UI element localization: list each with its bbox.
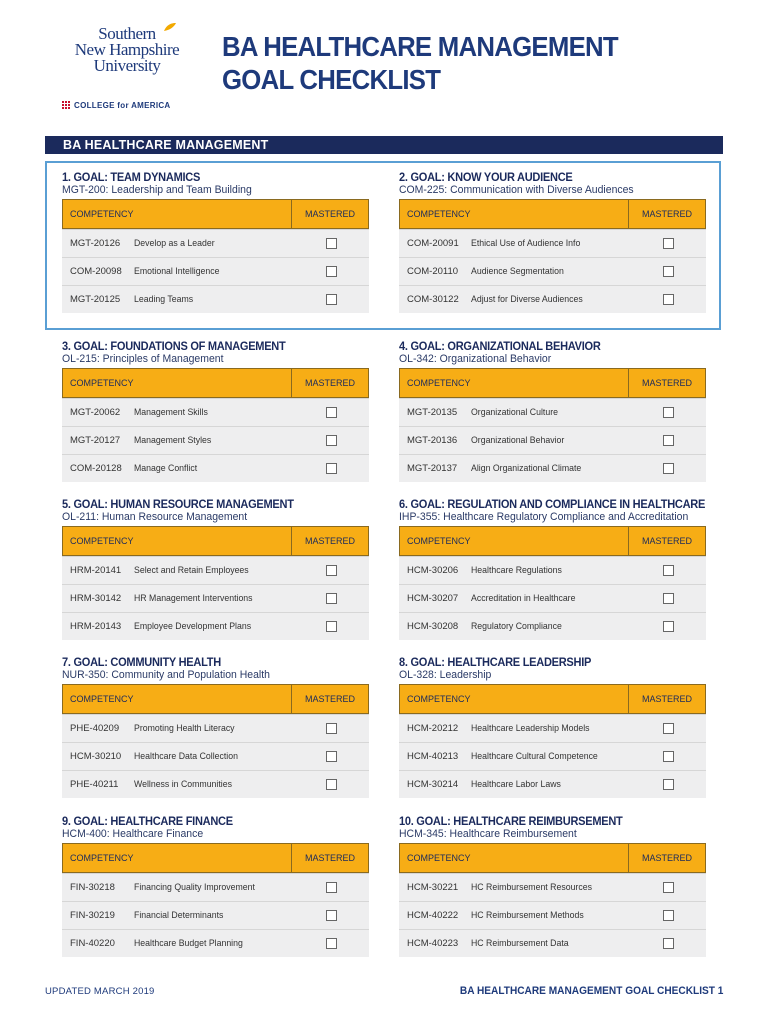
competency-name: Management Skills	[134, 407, 208, 418]
competency-code: MGT-20135	[407, 407, 458, 418]
college-for-america-logo	[62, 101, 171, 110]
table-row	[62, 901, 369, 929]
mastered-cell	[630, 751, 706, 762]
competency-code: COM-20128	[70, 463, 122, 474]
goal-block	[62, 497, 369, 632]
table-row	[62, 714, 369, 742]
competency-table	[62, 526, 369, 640]
competency-name: HR Management Interventions	[134, 593, 253, 604]
mastered-cell	[630, 407, 706, 418]
table-row	[62, 929, 369, 957]
table-row	[399, 929, 706, 957]
competency-code: COM-20098	[70, 266, 122, 277]
table-header	[399, 684, 706, 714]
competency-header: COMPETENCY	[63, 369, 292, 397]
competency-table	[399, 368, 706, 482]
table-row	[399, 873, 706, 901]
mastered-cell	[630, 565, 706, 576]
goal-title: 7. GOAL: COMMUNITY HEALTH	[62, 655, 221, 669]
mastered-checkbox[interactable]	[326, 593, 337, 604]
competency-name: Healthcare Data Collection	[134, 751, 238, 762]
mastered-cell	[293, 882, 369, 893]
mastered-header: MASTERED	[641, 209, 692, 219]
competency-code: HCM-40223	[407, 938, 459, 949]
competency-code: FIN-30218	[70, 882, 115, 893]
competency-name: Healthcare Cultural Competence	[471, 751, 598, 762]
goal-course: COM-225: Communication with Diverse Audiences	[399, 184, 634, 196]
competency-header: COMPETENCY	[63, 200, 292, 228]
mastered-cell	[630, 723, 706, 734]
goal-course: OL-342: Organizational Behavior	[399, 353, 552, 365]
table-row	[62, 426, 369, 454]
mastered-checkbox[interactable]	[326, 407, 337, 418]
mastered-checkbox[interactable]	[663, 910, 674, 921]
competency-table	[399, 526, 706, 640]
mastered-cell	[630, 621, 706, 632]
goal-course: HCM-345: Healthcare Reimbursement	[399, 828, 577, 840]
table-row	[62, 285, 369, 313]
mastered-cell	[293, 938, 369, 949]
competency-code: FIN-40220	[70, 938, 115, 949]
mastered-cell	[293, 435, 369, 446]
mastered-header: MASTERED	[641, 536, 692, 546]
competency-header: COMPETENCY	[400, 200, 629, 228]
mastered-checkbox[interactable]	[326, 294, 337, 305]
competency-name: Audience Segmentation	[471, 266, 564, 277]
competency-name: Employee Development Plans	[134, 621, 252, 632]
table-row	[399, 742, 706, 770]
mastered-header: MASTERED	[641, 378, 692, 388]
goal-block	[399, 497, 706, 632]
competency-name: HC Reimbursement Data	[471, 938, 569, 949]
mastered-header: MASTERED	[304, 209, 355, 219]
competency-code: MGT-20136	[407, 435, 458, 446]
mastered-checkbox[interactable]	[326, 882, 337, 893]
mastered-checkbox[interactable]	[663, 435, 674, 446]
competency-name: Select and Retain Employees	[134, 565, 249, 576]
table-row	[399, 612, 706, 640]
competency-code: MGT-20126	[70, 238, 121, 249]
competency-code: MGT-20127	[70, 435, 121, 446]
snhu-logo	[62, 26, 192, 74]
table-row	[62, 398, 369, 426]
goal-block	[399, 655, 706, 790]
goal-block	[62, 655, 369, 790]
mastered-checkbox[interactable]	[663, 882, 674, 893]
table-header	[62, 684, 369, 714]
table-row	[399, 285, 706, 313]
competency-header: COMPETENCY	[400, 527, 629, 555]
mastered-checkbox[interactable]	[326, 238, 337, 249]
competency-name: Wellness in Communities	[134, 779, 232, 790]
mastered-cell	[293, 621, 369, 632]
competency-header: COMPETENCY	[400, 369, 629, 397]
table-row	[399, 454, 706, 482]
footer-page-label: BA HEALTHCARE MANAGEMENT GOAL CHECKLIST 1	[459, 985, 723, 997]
mastered-checkbox[interactable]	[663, 751, 674, 762]
mastered-cell	[293, 407, 369, 418]
competency-name: Healthcare Budget Planning	[134, 938, 243, 949]
competency-table	[399, 684, 706, 798]
table-header	[399, 199, 706, 229]
mastered-checkbox[interactable]	[326, 751, 337, 762]
competency-name: HC Reimbursement Resources	[471, 882, 592, 893]
competency-code: HCM-40213	[407, 751, 459, 762]
competency-code: COM-30122	[407, 294, 459, 305]
competency-header: COMPETENCY	[63, 844, 292, 872]
competency-name: Healthcare Leadership Models	[471, 723, 590, 734]
competency-code: PHE-40211	[70, 779, 119, 790]
mastered-cell	[293, 266, 369, 277]
goal-title: 4. GOAL: ORGANIZATIONAL BEHAVIOR	[399, 339, 601, 353]
table-row	[62, 229, 369, 257]
competency-code: HCM-40222	[407, 910, 459, 921]
table-row	[62, 556, 369, 584]
table-row	[62, 612, 369, 640]
table-row	[399, 398, 706, 426]
competency-name: Develop as a Leader	[134, 238, 215, 249]
table-header	[62, 843, 369, 873]
competency-header: COMPETENCY	[63, 527, 292, 555]
mastered-cell	[630, 463, 706, 474]
mastered-checkbox[interactable]	[326, 723, 337, 734]
competency-name: Ethical Use of Audience Info	[471, 238, 581, 249]
table-header	[399, 843, 706, 873]
competency-code: HCM-30210	[70, 751, 122, 762]
competency-name: Promoting Health Literacy	[134, 723, 235, 734]
goal-block	[399, 170, 706, 305]
competency-code: MGT-20062	[70, 407, 121, 418]
competency-code: HCM-30206	[407, 565, 459, 576]
competency-code: HCM-30214	[407, 779, 459, 790]
competency-header: COMPETENCY	[63, 685, 292, 713]
table-header	[62, 199, 369, 229]
mastered-checkbox[interactable]	[663, 779, 674, 790]
goal-block	[62, 814, 369, 949]
table-row	[62, 454, 369, 482]
competency-name: Organizational Behavior	[471, 435, 565, 446]
mastered-checkbox[interactable]	[326, 565, 337, 576]
table-row	[399, 257, 706, 285]
mastered-checkbox[interactable]	[663, 238, 674, 249]
goal-course: OL-211: Human Resource Management	[62, 511, 248, 523]
mastered-header: MASTERED	[641, 853, 692, 863]
competency-code: HCM-30221	[407, 882, 459, 893]
goal-course: HCM-400: Healthcare Finance	[62, 828, 204, 840]
goal-title: 6. GOAL: REGULATION AND COMPLIANCE IN HEALTHCARE	[399, 497, 706, 511]
competency-name: Financial Determinants	[134, 910, 224, 921]
mastered-cell	[630, 882, 706, 893]
competency-name: Healthcare Labor Laws	[471, 779, 561, 790]
mastered-cell	[293, 593, 369, 604]
mastered-checkbox[interactable]	[326, 621, 337, 632]
mastered-cell	[630, 938, 706, 949]
mastered-cell	[293, 751, 369, 762]
mastered-checkbox[interactable]	[663, 266, 674, 277]
mastered-cell	[630, 910, 706, 921]
goal-title: 1. GOAL: TEAM DYNAMICS	[62, 170, 201, 184]
table-row	[399, 584, 706, 612]
competency-table	[399, 843, 706, 957]
mastered-cell	[293, 565, 369, 576]
competency-table	[62, 368, 369, 482]
competency-header: COMPETENCY	[400, 844, 629, 872]
goal-title: 9. GOAL: HEALTHCARE FINANCE	[62, 814, 233, 828]
mastered-checkbox[interactable]	[663, 621, 674, 632]
table-row	[62, 742, 369, 770]
mastered-cell	[293, 723, 369, 734]
competency-name: Manage Conflict	[134, 463, 198, 474]
goal-title: 5. GOAL: HUMAN RESOURCE MANAGEMENT	[62, 497, 294, 511]
competency-table	[62, 199, 369, 313]
goal-block	[399, 339, 706, 474]
mastered-checkbox[interactable]	[326, 779, 337, 790]
goal-course: NUR-350: Community and Population Health	[62, 669, 270, 681]
mastered-checkbox[interactable]	[663, 565, 674, 576]
table-row	[62, 584, 369, 612]
goal-course: MGT-200: Leadership and Team Building	[62, 184, 252, 196]
table-header	[62, 368, 369, 398]
mastered-cell	[630, 266, 706, 277]
mastered-cell	[630, 593, 706, 604]
goal-course: OL-215: Principles of Management	[62, 353, 224, 365]
goal-block	[399, 814, 706, 949]
competency-header: COMPETENCY	[400, 685, 629, 713]
competency-table	[399, 199, 706, 313]
mastered-checkbox[interactable]	[663, 723, 674, 734]
title-line-1: BA HEALTHCARE MANAGEMENT	[222, 31, 618, 62]
mastered-checkbox[interactable]	[663, 294, 674, 305]
table-header	[399, 526, 706, 556]
mastered-cell	[293, 463, 369, 474]
table-header	[399, 368, 706, 398]
competency-name: Align Organizational Climate	[471, 463, 582, 474]
goal-block	[62, 170, 369, 305]
goal-title: 8. GOAL: HEALTHCARE LEADERSHIP	[399, 655, 592, 669]
table-row	[62, 770, 369, 798]
competency-code: FIN-30219	[70, 910, 115, 921]
competency-code: PHE-40209	[70, 723, 120, 734]
mastered-checkbox[interactable]	[663, 593, 674, 604]
competency-name: Adjust for Diverse Audiences	[471, 294, 583, 305]
competency-name: Organizational Culture	[471, 407, 558, 418]
mastered-cell	[293, 294, 369, 305]
mastered-checkbox[interactable]	[663, 407, 674, 418]
table-row	[399, 229, 706, 257]
table-row	[399, 714, 706, 742]
mastered-header: MASTERED	[304, 853, 355, 863]
mastered-cell	[630, 238, 706, 249]
mastered-cell	[293, 910, 369, 921]
competency-name: Accreditation in Healthcare	[471, 593, 576, 604]
mastered-cell	[630, 294, 706, 305]
mastered-checkbox[interactable]	[663, 463, 674, 474]
table-row	[399, 770, 706, 798]
competency-code: HRM-20143	[70, 621, 122, 632]
competency-name: HC Reimbursement Methods	[471, 910, 584, 921]
goal-title: 10. GOAL: HEALTHCARE REIMBURSEMENT	[399, 814, 623, 828]
competency-code: COM-20091	[407, 238, 459, 249]
competency-name: Financing Quality Improvement	[134, 882, 255, 893]
goal-course: OL-328: Leadership	[399, 669, 492, 681]
mastered-header: MASTERED	[304, 378, 355, 388]
logo-line-3: University	[93, 56, 161, 75]
mastered-checkbox[interactable]	[326, 435, 337, 446]
competency-name: Regulatory Compliance	[471, 621, 562, 632]
table-row	[62, 873, 369, 901]
footer-updated: UPDATED MARCH 2019	[45, 986, 155, 997]
competency-name: Leading Teams	[134, 294, 194, 305]
competency-code: HRM-20141	[70, 565, 122, 576]
competency-code: MGT-20125	[70, 294, 121, 305]
mastered-header: MASTERED	[304, 536, 355, 546]
competency-name: Healthcare Regulations	[471, 565, 562, 576]
mastered-checkbox[interactable]	[326, 463, 337, 474]
competency-code: MGT-20137	[407, 463, 458, 474]
mastered-checkbox[interactable]	[326, 938, 337, 949]
goal-block	[62, 339, 369, 474]
cfa-text: COLLEGE for AMERICA	[74, 101, 171, 110]
mastered-cell	[630, 435, 706, 446]
section-title-bar: BA HEALTHCARE MANAGEMENT	[45, 136, 723, 154]
competency-code: HCM-20212	[407, 723, 459, 734]
competency-code: HCM-30208	[407, 621, 459, 632]
table-row	[399, 901, 706, 929]
mastered-cell	[293, 779, 369, 790]
title-line-2: GOAL CHECKLIST	[222, 64, 441, 95]
goal-title: 3. GOAL: FOUNDATIONS OF MANAGEMENT	[62, 339, 286, 353]
mastered-checkbox[interactable]	[326, 910, 337, 921]
page-title	[222, 30, 618, 96]
goal-course: IHP-355: Healthcare Regulatory Compliance and Accreditation	[399, 511, 689, 523]
table-row	[62, 257, 369, 285]
goal-title: 2. GOAL: KNOW YOUR AUDIENCE	[399, 170, 573, 184]
mastered-header: MASTERED	[304, 694, 355, 704]
table-header	[62, 526, 369, 556]
mastered-checkbox[interactable]	[326, 266, 337, 277]
mastered-cell	[293, 238, 369, 249]
leaf-icon	[163, 22, 177, 32]
competency-code: COM-20110	[407, 266, 459, 277]
table-row	[399, 426, 706, 454]
competency-table	[62, 684, 369, 798]
mastered-header: MASTERED	[641, 694, 692, 704]
mastered-checkbox[interactable]	[663, 938, 674, 949]
competency-name: Emotional Intelligence	[134, 266, 220, 277]
mastered-cell	[630, 779, 706, 790]
competency-code: HCM-30207	[407, 593, 459, 604]
table-row	[399, 556, 706, 584]
competency-code: HRM-30142	[70, 593, 122, 604]
competency-table	[62, 843, 369, 957]
logo-line-1: Southern	[98, 24, 156, 43]
competency-name: Management Styles	[134, 435, 212, 446]
logo-line-2: New Hampshire	[74, 40, 180, 59]
cfa-grid-icon	[62, 101, 71, 110]
